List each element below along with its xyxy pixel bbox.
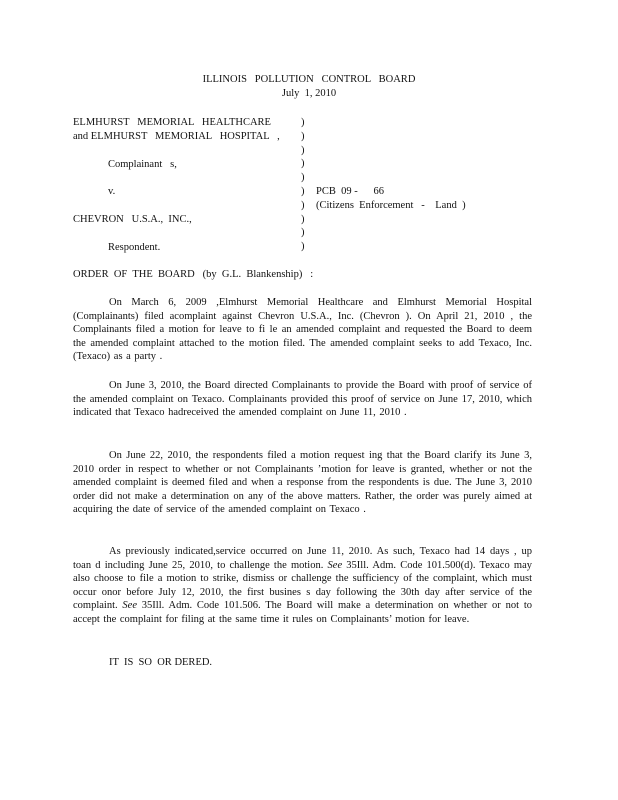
- respondent-label: Respondent.: [108, 242, 161, 253]
- complainant-name-line1: ELMHURST MEMORIAL HEALTHCARE: [73, 117, 271, 128]
- complainants-label: Complainant s,: [108, 159, 177, 170]
- paragraph-4-text-c: 35Ill. Adm. Code 101.506. The Board will make a determination on whether or not to accept the complaint for filing at the same time it rules on Complainants’ motion for leave.: [73, 600, 532, 625]
- paragraph-1: On March 6, 2009 ,Elmhurst Memorial Healthcare and Elmhurst Memorial Hospital (Complainants) filed acomplaint against Chevron U.S.A., Inc. (Chevron ). On April 21, 2010 , the Complainants filed a motion for leave to fi le an amended complaint and requested the Board to deem the amended complaint attached to the motion filed. The amended complaint seeks to add Texaco, Inc. (Texaco) as a party .: [73, 297, 532, 363]
- caption-bracket: ): [301, 117, 305, 128]
- order-date: July 1, 2010: [281, 88, 337, 99]
- paragraph-3: On June 22, 2010, the respondents filed a motion request ing that the Board clarify its June 3, 2010 order in respect to whether or not Complainants ’motion for leave is granted, whether or not the amended complaint is deemed filed and when a response from the respondents is due. The June 3, 2010 order did not make a determination on any of the above matters. Rather, the order was purely aimed at acquiring the date of service of the amended complaint on Texaco .: [73, 450, 532, 516]
- citation-see: See: [327, 559, 343, 571]
- respondent-name: CHEVRON U.S.A., INC.,: [73, 214, 192, 225]
- caption-bracket: ): [301, 158, 305, 170]
- caption-bracket: ): [301, 241, 305, 253]
- caption-bracket: ): [301, 227, 305, 239]
- paragraph-4: [73, 545, 532, 627]
- citation-see: See: [122, 600, 137, 612]
- caption-bracket: ): [301, 186, 305, 197]
- paragraph-2: On June 3, 2010, the Board directed Complainants to provide the Board with proof of service of the amended complaint on Texaco. Complainants provided this proof of service on June 17, 2010, which indicated that Texaco hadreceived the amended complaint on June 11, 2010 .: [73, 380, 532, 419]
- caption-bracket: ): [301, 172, 305, 184]
- versus-label: v.: [108, 186, 116, 197]
- caption-bracket: ): [301, 144, 305, 156]
- paragraph-4-text-b: 35Ill. Adm. Code 101.500(d). Texaco may also choose to file a motion to strike, dismiss or challenge the sufficiency of the complaint, which must occur onor before July 12, 2010, the first busines s day following the 30th day after service of the complaint.: [73, 559, 532, 612]
- case-number: PCB 09 - 66: [316, 186, 384, 197]
- complainant-name-line2: and ELMHURST MEMORIAL HOSPITAL ,: [73, 131, 280, 142]
- caption-bracket: ): [301, 130, 305, 142]
- caption-bracket: ): [301, 199, 305, 211]
- case-type: (Citizens Enforcement - Land ): [316, 200, 466, 211]
- paragraph-4-text-a: As previously indicated,service occurred on June 11, 2010. As such, Texaco had 14 days , up toan d including June 25, 2010, to challenge the motion.: [73, 546, 532, 571]
- order-heading: ORDER OF THE BOARD (by G.L. Blankenship) :: [73, 269, 314, 280]
- caption-bracket: ): [301, 213, 305, 225]
- board-title: ILLINOIS POLLUTION CONTROL BOARD: [202, 74, 416, 85]
- closing-statement: IT IS SO OR DERED.: [109, 657, 213, 668]
